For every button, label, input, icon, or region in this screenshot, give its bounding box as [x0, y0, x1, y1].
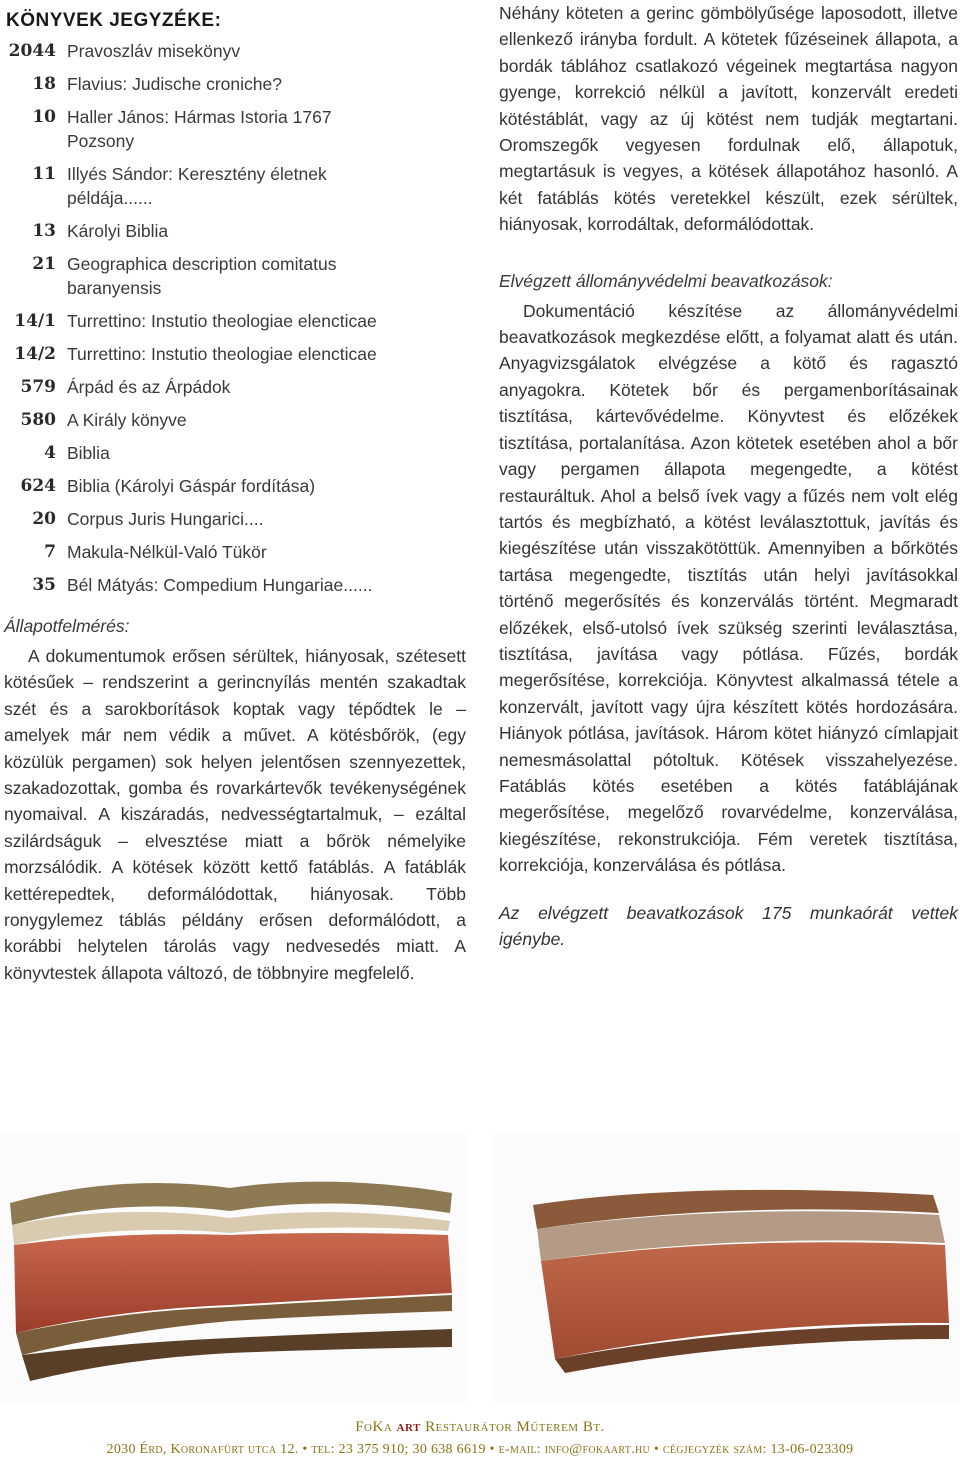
book-number: 14/2	[14, 344, 56, 364]
book-title: Illyés Sándor: Keresztény életnek példája......	[67, 164, 327, 208]
list-item	[4, 72, 466, 96]
book-title: Makula-Nélkül-Való Tükör	[67, 542, 267, 562]
book-photo-left-illustration	[0, 1133, 467, 1403]
book-title: Haller János: Hármas Istoria 1767 Pozsony	[67, 107, 332, 151]
continued-text: Néhány köteten a gerinc gömbölyűsége laposodott, illetve ellenkező irányba fordult. A kötetek fűzéseinek állapota, a bordák táblához csatlakozó végeinek megtartása nagyon gyenge, korrekció nélkül a javított, konzervált eredeti kötéstáblát, vagy az új kötést nem tudják megtartani. Oromszegők vegyesen fordulnak elő, állapotuk, megtartásuk is vegyes, a kötések állapotához hasonló. A két fatáblás kötés veretekkel készült, ezek sérültek, hiányosak, korrodáltak, deformálódottak.	[499, 3, 958, 235]
list-item	[4, 540, 466, 564]
photo-band	[0, 1133, 960, 1403]
list-item	[4, 219, 466, 243]
book-title: Árpád és az Árpádok	[67, 377, 231, 397]
book-number: 35	[32, 575, 56, 595]
book-title: Flavius: Judische croniche?	[67, 74, 282, 94]
interventions-text: Dokumentáció készítése az állományvédelmi beavatkozások megkezdése előtt, a folyamat alatt és után. Anyagvizsgálatok elvégzése a kötő és ragasztó anyagokra. Kötetek bőr és pergamenborításainak tisztítása, kártevővédelme. Könyvtest és előzékek tisztítása, portalanítása. Azon kötetek esetében ahol a bőr vagy pergamen állapota megengedte, a kötést restauráltuk. Ahol a belső ívek vagy a fűzés nem volt elég tartós és megbízható, a kötést leválasztottuk, javítás és kiegészítése után visszakötöttük. Amennyiben a bőrkötés tartása megengedte, tisztítás után helyi javításokkal történő megerősítés és konzerválás történt. Megmaradt előzékek, első-utolsó ívek szükség szerinti leválasztása, tisztítása, javítása vagy pótlása. Fűzés, bordák megerősítése, korrekciója. Könyvtest alkalmassá tétele a konzervált, javított vagy újra készített kötés hordozására. Hiányok pótlása, javítások. Három kötet hiányzó címlapjait nemesmásolattal pótoltuk. Kötések visszahelyezése. Fatáblás kötés esetében a kötés fatáblájának megerősítése, megelőző rovarvédelme, konzerválása, kiegészítése, rekonstrukciója. Fém veretek tisztítása, korrekciója, konzerválása és pótlása.	[499, 300, 958, 876]
book-number: 13	[32, 221, 56, 241]
list-item	[4, 105, 466, 153]
company-contact-line: 2030 Érd, Koronafürt utca 12. • tel: 23 375 910; 30 638 6619 • e-mail: info@fokaart.hu • cégjegyzék szám: 13-06-023309	[106, 1442, 854, 1457]
list-item	[4, 507, 466, 531]
book-number: 4	[44, 443, 56, 463]
book-number: 579	[20, 377, 56, 397]
book-list	[4, 39, 466, 597]
book-title: Turrettino: Instutio theologiae elencticae	[67, 344, 377, 364]
old-book-photo-left	[0, 1133, 467, 1403]
book-list-heading: KÖNYVEK JEGYZÉKE:	[6, 10, 222, 31]
book-title: Pravoszláv misekönyv	[67, 41, 241, 61]
book-photo-right-illustration	[493, 1133, 960, 1403]
company-name-prefix: FoKa	[355, 1419, 393, 1435]
list-item	[4, 309, 466, 333]
book-title: Biblia (Károlyi Gáspár fordítása)	[67, 476, 316, 496]
list-item	[4, 474, 466, 498]
book-number: 18	[32, 74, 56, 94]
book-title: Corpus Juris Hungarici....	[67, 509, 264, 529]
list-item	[4, 252, 466, 300]
book-number: 11	[32, 164, 56, 184]
list-item	[4, 441, 466, 465]
interventions-title: Elvégzett állományvédelmi beavatkozások:	[499, 270, 833, 291]
company-name	[0, 1419, 960, 1436]
right-column	[499, 0, 958, 952]
left-column	[4, 0, 466, 986]
list-item	[4, 408, 466, 432]
book-title: Geographica description comitatus baranyensis	[67, 254, 337, 298]
closing-text: Az elvégzett beavatkozások 175 munkaórát vettek igénybe.	[499, 902, 958, 949]
book-number: 21	[32, 254, 56, 274]
book-title: A Király könyve	[67, 410, 187, 430]
book-title: Biblia	[67, 443, 110, 463]
list-item	[4, 375, 466, 399]
book-title: Károlyi Biblia	[67, 221, 169, 241]
book-number: 2044	[8, 41, 56, 61]
old-book-photo-right	[493, 1133, 960, 1403]
list-item	[4, 39, 466, 63]
book-number: 7	[44, 542, 56, 562]
company-name-art: art	[396, 1419, 421, 1435]
book-number: 624	[20, 476, 56, 496]
book-number: 580	[20, 410, 56, 430]
assessment-title: Állapotfelmérés:	[4, 616, 130, 636]
book-title: Turrettino: Instutio theologiae elencticae	[67, 311, 377, 331]
book-number: 20	[32, 509, 56, 529]
list-item	[4, 342, 466, 366]
footer	[0, 1419, 960, 1458]
assessment-text: A dokumentumok erősen sérültek, hiányosak, szétesett kötésűek – rendszerint a gerincnyílás mentén szakadtak szét és a sarokborítások koptak vagy tépődtek le – amelyek már nem védik a művet. A kötésbőrök, (egy közülük pergamen) sok helyen jelentősen szennyezettek, szakadozottak, gomba és rovarkártevők tevékenységének nyomaival. A kiszáradás, nedvességtartalmuk, – ezáltal szilárdságuk – elvesztése miatt a bőrök némelyike morzsálódik. A kötések között kettő fatáblás. A fatáblák kettérepedtek, deformálódottak, hiányosak. Több ronygylemez táblás példány erősen deformálódott, a korábbi helytelen tárolás vagy nedvesedés miatt. A könyvtestek állapota változó, de többnyire megfelelő.	[4, 646, 466, 983]
book-number: 10	[32, 107, 56, 127]
list-item	[4, 162, 466, 210]
company-name-suffix: Restaurátor Műterem Bt.	[425, 1419, 605, 1435]
book-title: Bél Mátyás: Compedium Hungariae......	[67, 575, 373, 595]
list-item	[4, 573, 466, 597]
book-number: 14/1	[14, 311, 56, 331]
